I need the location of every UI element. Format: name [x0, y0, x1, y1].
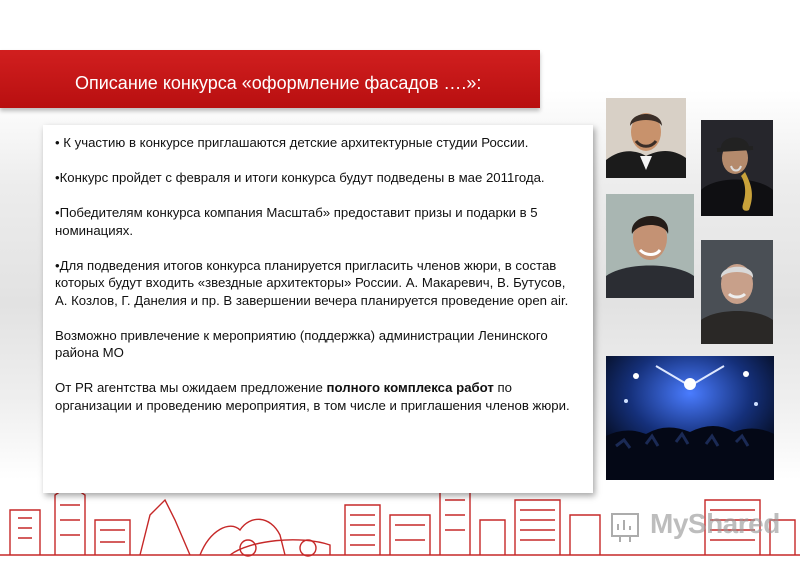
- photo-jury-3: [606, 194, 694, 298]
- photo-jury-2: [701, 120, 773, 216]
- paragraph-6-after: по организации и проведению мероприятия, в том числе и приглашения членов жюри.: [55, 380, 570, 413]
- paragraph-1: • К участию в конкурсе приглашаются детские архитектурные студии России.: [55, 135, 529, 150]
- paragraph-6-bold: полного комплекса работ: [326, 380, 494, 395]
- paragraph-2: •Конкурс пройдет с февраля и итоги конкурса будут подведены в мае 2011года.: [55, 170, 545, 185]
- photo-concert-crowd: [606, 356, 774, 480]
- slide-title: Описание конкурса «оформление фасадов ….»:: [75, 73, 482, 93]
- paragraph-6: [55, 379, 580, 414]
- paragraph-6-before: От PR агентства мы ожидаем предложение: [55, 380, 327, 395]
- content-text: [55, 134, 580, 414]
- photo-jury-1: [606, 98, 686, 178]
- paragraph-5: Возможно привлечение к мероприятию (поддержка) администрации Ленинского района МО: [55, 327, 548, 360]
- paragraph-4: •Для подведения итогов конкурса планируется пригласить членов жюри, в состав которых будут входить «звездные архитекторы» России. А. Макаревич, В. Бутусов, А. Козлов, Г. Данелия и пр. В завершении вечера планируется проведение open air.: [55, 257, 569, 308]
- watermark-text: MyShared: [650, 508, 780, 539]
- paragraph-3: •Победителям конкурса компания Масштаб» предоставит призы и подарки в 5 номинациях.: [55, 205, 538, 238]
- photo-jury-4: [701, 240, 773, 344]
